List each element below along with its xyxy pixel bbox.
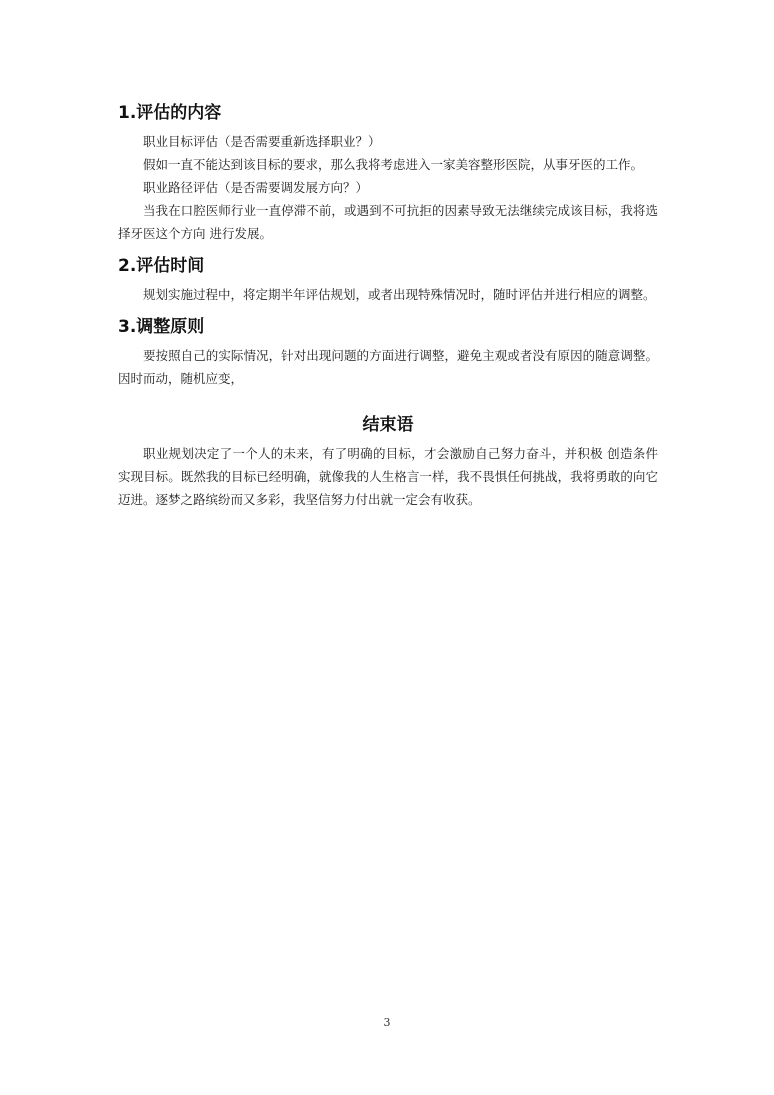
section-evaluation-content xyxy=(118,100,658,245)
paragraph-career-goal-detail: 假如一直不能达到该目标的要求，那么我将考虑进入一家美容整形医院，从事牙医的工作。 xyxy=(143,157,644,172)
paragraph-career-path-detail: 当我在口腔医师行业一直停滞不前，或遇到不可抗拒的因素导致无法继续完成该目标，我将选择牙医这个方向 进行发展。 xyxy=(118,203,658,241)
section-closing xyxy=(118,412,658,511)
section-heading: 2.评估时间 xyxy=(118,256,205,276)
section-heading: 1.评估的内容 xyxy=(118,103,222,123)
paragraph-evaluation-time: 规划实施过程中，将定期半年评估规划，或者出现特殊情况时，随时评估并进行相应的调整。 xyxy=(143,287,656,302)
page-number: 3 xyxy=(383,1016,391,1029)
paragraph-adjustment-principle: 要按照自己的实际情况，针对出现问题的方面进行调整，避免主观或者没有原因的随意调整。因时而动，随机应变， xyxy=(118,348,658,386)
section-adjustment-principle xyxy=(118,314,658,390)
paragraph-career-path-evaluation: 职业路径评估（是否需要调发展方向？） xyxy=(143,180,369,195)
closing-title: 结束语 xyxy=(362,415,414,435)
closing-paragraph: 职业规划决定了一个人的未来，有了明确的目标，才会激励自己努力奋斗，并积极 创造条件实现目标。既然我的目标已经明确，就像我的人生格言一样，我不畏惧任何挑战，我将勇敢的向它迈进。逐梦之路缤纷而又多彩，我坚信努力付出就一定会有收获。 xyxy=(118,446,658,507)
page-content xyxy=(118,100,658,511)
section-evaluation-time xyxy=(118,253,658,306)
paragraph-career-goal-evaluation: 职业目标评估（是否需要重新选择职业？） xyxy=(143,134,381,149)
section-heading: 3.调整原则 xyxy=(118,317,205,337)
